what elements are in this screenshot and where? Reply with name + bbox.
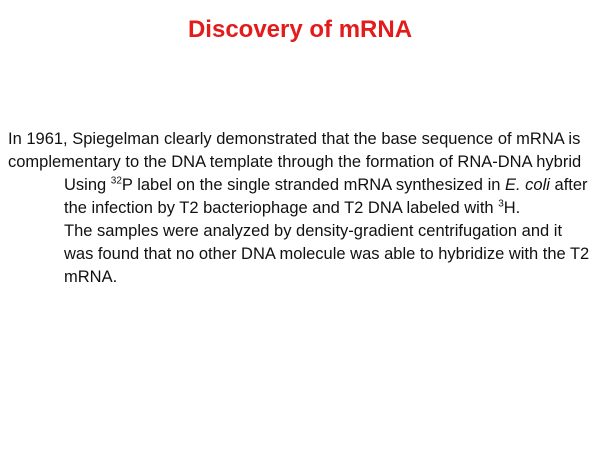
labeling-text-d: H. bbox=[503, 199, 521, 217]
result-paragraph: The samples were analyzed by density-gradient centrifugation and it was found that no other DNA molecule was able to hybridize with the T2 mRNA. bbox=[64, 222, 590, 286]
intro-paragraph: In 1961, Spiegelman clearly demonstrated that the base sequence of mRNA is complementary to the DNA template through the formation of RNA-DNA hybrid bbox=[8, 130, 582, 171]
isotope-3-superscript: 3 bbox=[498, 198, 504, 210]
isotope-32-superscript: 32 bbox=[110, 175, 122, 187]
slide-body bbox=[8, 128, 593, 289]
labeling-text-a: Using bbox=[64, 176, 111, 194]
organism-name: E. coli bbox=[505, 176, 550, 194]
slide-title: Discovery of mRNA bbox=[187, 16, 413, 43]
labeling-text-c: after the infection by T2 bacteriophage and T2 DNA labeled with bbox=[64, 176, 588, 217]
labeling-text-b: P label on the single stranded mRNA synthesized in bbox=[121, 176, 505, 194]
labeling-paragraph bbox=[8, 174, 593, 220]
